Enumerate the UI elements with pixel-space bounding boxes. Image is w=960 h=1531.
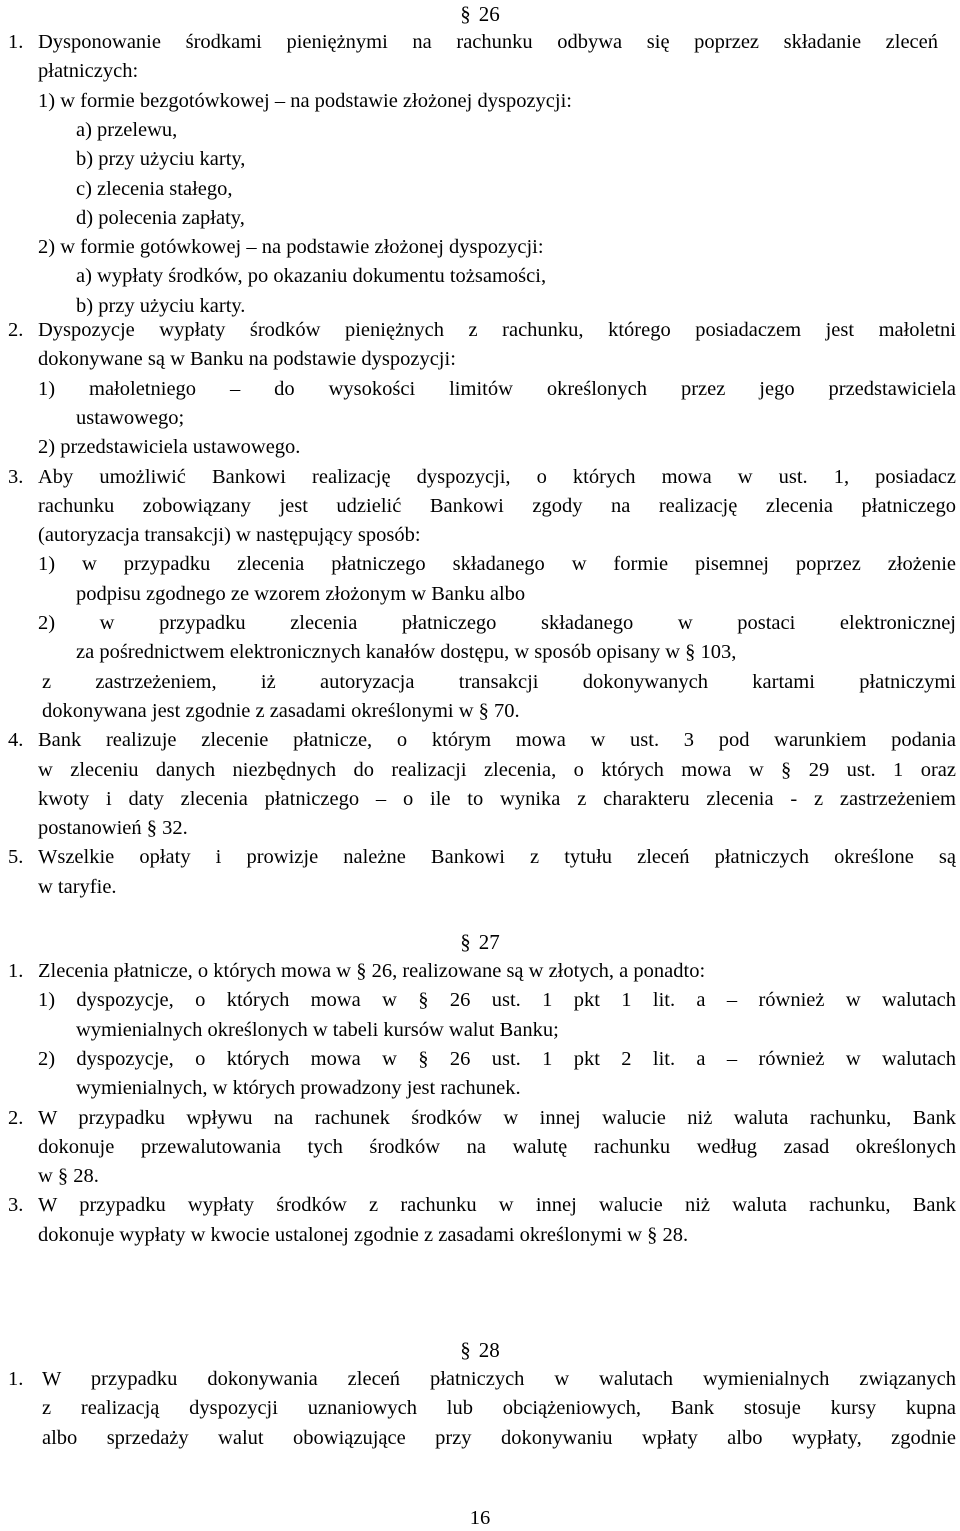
- text-line: wymienialnych, w których prowadzony jest rachunek.: [76, 1077, 521, 1100]
- text-line: a) wypłaty środków, po okazaniu dokumentu tożsamości,: [76, 265, 547, 288]
- point-number: 1.: [8, 960, 24, 982]
- section-heading-26: [0, 0, 960, 29]
- section-heading-28: [0, 1336, 960, 1365]
- text-line: Aby umożliwić Bankowi realizację dyspozycji, o których mowa w ust. 1, posiadacz: [38, 465, 956, 488]
- text-line: kwoty i daty zlecenia płatniczego – o ile to wynika z charakteru zlecenia - z zastrzeżeniem: [38, 787, 956, 810]
- text-line: 2) w przypadku zlecenia płatniczego składanego w postaci elektronicznej: [38, 612, 956, 634]
- section-symbol: §: [460, 2, 471, 26]
- text-line: rachunku zobowiązany jest udzielić Bankowi zgody na realizację zlecenia płatniczego: [38, 494, 956, 517]
- text-line: postanowień § 32.: [38, 817, 188, 840]
- text-line: dokonywane są w Banku na podstawie dyspozycji:: [38, 348, 456, 371]
- text-line: w taryfie.: [38, 875, 117, 898]
- section-symbol: §: [460, 1338, 471, 1362]
- text-line: wymienialnych określonych w tabeli kursów walut Banku;: [76, 1018, 559, 1041]
- text-line: 2) dyspozycje, o których mowa w § 26 ust. 1 pkt 2 lit. a – również w walutach: [38, 1047, 956, 1070]
- text-line: 1) w przypadku zlecenia płatniczego składanego w formie pisemnej poprzez złożenie: [38, 553, 956, 576]
- text-line: dokonuje przewalutowania tych środków na walutę rachunku według zasad określonych: [38, 1135, 956, 1158]
- text-line: z zastrzeżeniem, iż autoryzacja transakcji dokonywanych kartami płatniczymi: [42, 670, 956, 693]
- text-line: Dyspozycje wypłaty środków pieniężnych z rachunku, którego posiadaczem jest małoletni: [38, 319, 956, 341]
- text-line: 2) przedstawiciela ustawowego.: [38, 436, 301, 459]
- text-line: d) polecenia zapłaty,: [76, 206, 245, 229]
- point-number: 1.: [8, 1368, 24, 1390]
- text-line: a) przelewu,: [76, 118, 178, 141]
- point-number: 3.: [8, 465, 24, 488]
- text-line: za pośrednictwem elektronicznych kanałów dostępu, w sposób opisany w § 103,: [76, 641, 737, 664]
- section-number: 27: [478, 930, 500, 954]
- point-number: 2.: [8, 319, 24, 341]
- text-line: w zleceniu danych niezbędnych do realizacji zlecenia, o których mowa w § 29 ust. 1 oraz: [38, 758, 956, 781]
- text-line: Zlecenia płatnicze, o których mowa w § 26, realizowane są w złotych, a ponadto:: [38, 960, 706, 982]
- text-line: 1) małoletniego – do wysokości limitów określonych przez jego przedstawiciela: [38, 377, 956, 400]
- text-line: b) przy użyciu karty.: [76, 294, 246, 317]
- text-line: W przypadku dokonywania zleceń płatniczych w walutach wymienialnych związanych: [42, 1368, 956, 1390]
- text-line: Bank realizuje zlecenie płatnicze, o którym mowa w ust. 3 pod warunkiem podania: [38, 729, 956, 752]
- point-number: 2.: [8, 1106, 24, 1129]
- text-line: (autoryzacja transakcji) w następujący sposób:: [38, 524, 421, 547]
- point-number: 4.: [8, 729, 24, 752]
- section-heading-27: [0, 928, 960, 957]
- text-line: płatniczych:: [38, 60, 139, 83]
- text-line: 2) w formie gotówkowej – na podstawie złożonej dyspozycji:: [38, 236, 544, 259]
- page-number: 16: [469, 1507, 491, 1529]
- text-line: W przypadku wypłaty środków z rachunku w innej walucie niż waluta rachunku, Bank: [38, 1194, 956, 1217]
- section-symbol: §: [460, 930, 471, 954]
- text-line: Dysponowanie środkami pieniężnymi na rachunku odbywa się poprzez składanie zleceń: [38, 31, 938, 53]
- text-line: 1) w formie bezgotówkowej – na podstawie złożonej dyspozycji:: [38, 89, 572, 112]
- text-line: dokonuje wypłaty w kwocie ustalonej zgodnie z zasadami określonymi w § 28.: [38, 1223, 689, 1246]
- point-number: 3.: [8, 1194, 24, 1217]
- text-line: b) przy użyciu karty,: [76, 148, 246, 171]
- text-line: c) zlecenia stałego,: [76, 177, 233, 200]
- text-line: w § 28.: [38, 1165, 99, 1188]
- section-number: 28: [478, 1338, 500, 1362]
- text-line: 1) dyspozycje, o których mowa w § 26 ust. 1 pkt 1 lit. a – również w walutach: [38, 989, 956, 1012]
- text-line: ustawowego;: [76, 406, 185, 429]
- text-line: Wszelkie opłaty i prowizje należne Bankowi z tytułu zleceń płatniczych określone są: [38, 846, 956, 869]
- text-line: podpisu zgodnego ze wzorem złożonym w Banku albo: [76, 582, 526, 605]
- point-number: 5.: [8, 846, 24, 869]
- text-line: dokonywana jest zgodnie z zasadami określonymi w § 70.: [42, 699, 520, 722]
- point-number: 1.: [8, 31, 24, 53]
- text-line: albo sprzedaży walut obowiązujące przy dokonywaniu wpłaty albo wypłaty, zgodnie: [42, 1426, 956, 1449]
- text-line: W przypadku wpływu na rachunek środków w innej walucie niż waluta rachunku, Bank: [38, 1106, 956, 1129]
- section-number: 26: [478, 2, 500, 26]
- text-line: z realizacją dyspozycji uznaniowych lub obciążeniowych, Bank stosuje kursy kupna: [42, 1397, 956, 1420]
